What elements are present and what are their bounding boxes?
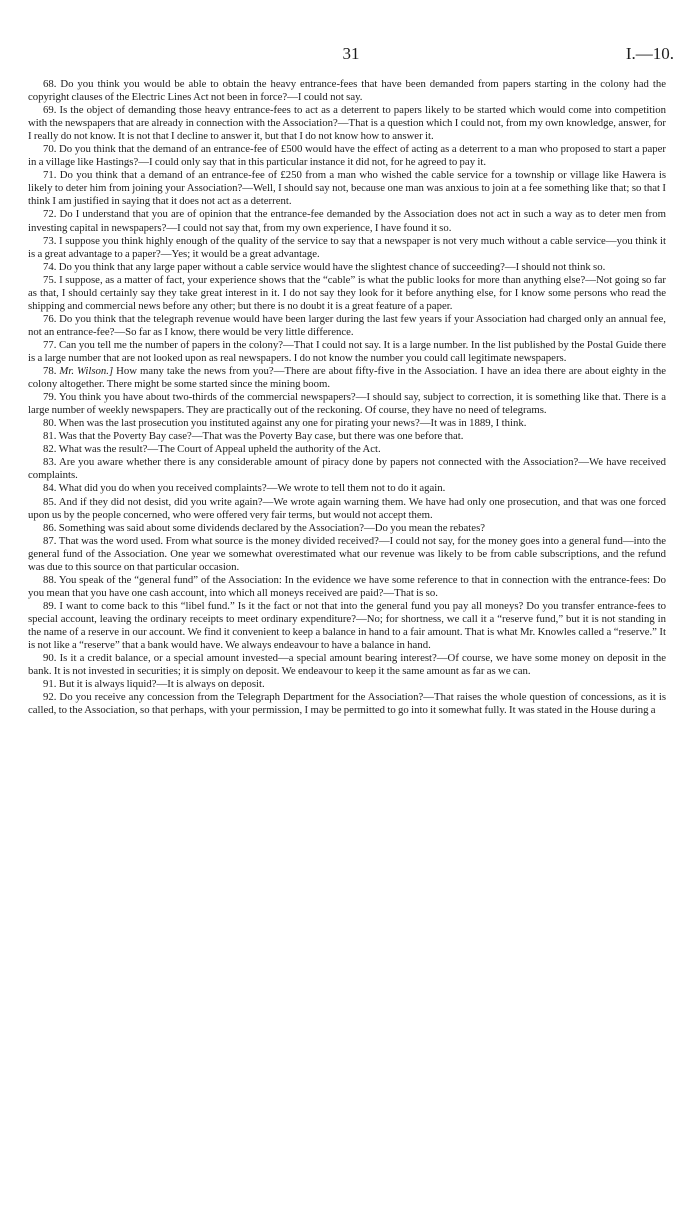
question-91: 91. But it is always liquid?—It is always on deposit.: [43, 678, 265, 691]
page-number: 31: [342, 44, 360, 63]
question-72: 72. Do I understand that you are of opinion that the entrance-fee demanded by the Association does not act in such a way as to deter men from investing capital in newspapers?—I could not say that, from my own experience, I have found it so.: [28, 208, 666, 234]
question-78: [28, 365, 666, 391]
question-text: How many take the news from you?—There are about fifty-five in the Association. I have an idea there are about eighty in the colony altogether. There might be some started since the mining boom.: [28, 365, 666, 391]
question-82: 82. What was the result?—The Court of Appeal upheld the authority of the Act.: [43, 443, 381, 456]
question-89: 89. I want to come back to this “libel fund.” Is it the fact or not that into the general fund you pay all moneys? Do you transfer entrance-fees to special account, leaving the ordinary receipts to meet ordinary expenditure?—No; for shortness, we call it a “reserve fund,” but it is not standing in the name of a reserve in our account. We find it convenient to keep a balance in hand to a fair amount. That is what Mr. Knowles called a “reserve.” It is not like a “reserve” that a bank would have. We always endeavour to have a balance in hand.: [28, 599, 666, 652]
question-83: 83. Are you aware whether there is any considerable amount of piracy done by papers not connected with the Association?—We have received complaints.: [28, 456, 666, 482]
question-74: 74. Do you think that any large paper without a cable service would have the slightest chance of succeeding?—I should not think so.: [43, 260, 606, 273]
question-68: 68. Do you think you would be able to obtain the heavy entrance-fees that have been demanded from papers starting in the colony had the copyright clauses of the Electric Lines Act not been in force?—I could not say.: [28, 78, 666, 104]
question-number: 78.: [43, 365, 57, 378]
question-69: 69. Is the object of demanding those heavy entrance-fees to act as a deterrent to papers likely to be started which would come into competition with the newspapers that are already in connection with the Association?—That is a question which I could not, from my own knowledge, answer, for I really do not know. It is not that I decline to answer it, but that I do not know how to answer it.: [28, 104, 666, 143]
question-84: 84. What did you do when you received complaints?—We wrote to tell them not to do it again.: [43, 482, 446, 495]
question-87: 87. That was the word used. From what source is the money divided received?—I could not say, for the money goes into a general fund—into the general fund of the Association. One year we somewhat overestimated what our revenue was likely to be from cable subscriptions, and the refund was due to this source on that particular occasion.: [28, 534, 666, 573]
question-75: 75. I suppose, as a matter of fact, your experience shows that the “cable” is what the public looks for more than anything else?—Not going so far as that, I should certainly say they take great interest in it. I do not say they look for it before anything else, for I know some persons who read the shipping and commercial news before any other; but there is no doubt it is a great feature of a paper.: [28, 273, 666, 312]
document-reference: I.—10.: [625, 44, 674, 63]
question-77: 77. Can you tell me the number of papers in the colony?—That I could not say. It is a large number. In the list published by the Postal Guide there is a large number that are not looked upon as real newspapers. I do not know the number you could call legitimate newspapers.: [28, 338, 666, 364]
question-88: 88. You speak of the “general fund” of the Association: In the evidence we have some reference to that in connection with the entrance-fees: Do you mean that you have one cash account, into which all moneys received are paid?—That is so.: [28, 573, 666, 599]
question-71: 71. Do you think that a demand of an entrance-fee of £250 from a man who wished the cable service for a township or village like Hawera is likely to deter him from joining your Association?—Well, I should say not, because one man was anxious to join at a fee something like that; so that I think I am justified in saying that it does not act as a deterrent.: [28, 169, 666, 208]
question-81: 81. Was that the Poverty Bay case?—That was the Poverty Bay case, but there was one before that.: [43, 430, 464, 443]
question-85: 85. And if they did not desist, did you write again?—We wrote again warning them. We have had only one prosecution, and that was one forced upon us by the people concerned, who were offered very fair terms, but would not accept them.: [28, 495, 666, 521]
question-70: 70. Do you think that the demand of an entrance-fee of £500 would have the effect of acting as a deterrent to a man who proposed to start a paper in a village like Hastings?—I could only say that in this particular instance it did not, for he agreed to pay it.: [28, 143, 666, 169]
question-92: 92. Do you receive any concession from the Telegraph Department for the Association?—That raises the whole question of concessions, as it is called, to the Association, so that perhaps, with your permission, I may be permitted to go into it somewhat fully. It was stated in the House during a: [28, 691, 666, 717]
question-79: 79. You think you have about two-thirds of the commercial newspapers?—I should say, subject to correction, it is something like that. There is a large number of weekly newspapers. They are practically out of the reckoning. Of course, they have no need of telegrams.: [28, 391, 666, 417]
question-90: 90. Is it a credit balance, or a special amount invested—a special amount bearing interest?—Of course, we have some money on deposit in the bank. It is not invested in securities; it is simply on deposit. We endeavour to keep it the same amount as far as we can.: [28, 652, 666, 678]
speaker-label: Mr. Wilson.]: [59, 365, 114, 378]
question-73: 73. I suppose you think highly enough of the quality of the service to say that a newspaper is not very much without a cable service—you think it is a great advantage to a paper?—Yes; it would be a great advantage.: [28, 234, 666, 260]
evidence-text: [28, 78, 666, 717]
question-86: 86. Something was said about some dividends declared by the Association?—Do you mean the rebates?: [43, 521, 486, 534]
question-80: 80. When was the last prosecution you instituted against any one for pirating your news?—It was in 1889, I think.: [43, 417, 527, 430]
question-76: 76. Do you think that the telegraph revenue would have been larger during the last few years if your Association had charged only an annual fee, not an entrance-fee?—So far as I know, there would be very little difference.: [28, 312, 666, 338]
page-header: [28, 44, 674, 64]
